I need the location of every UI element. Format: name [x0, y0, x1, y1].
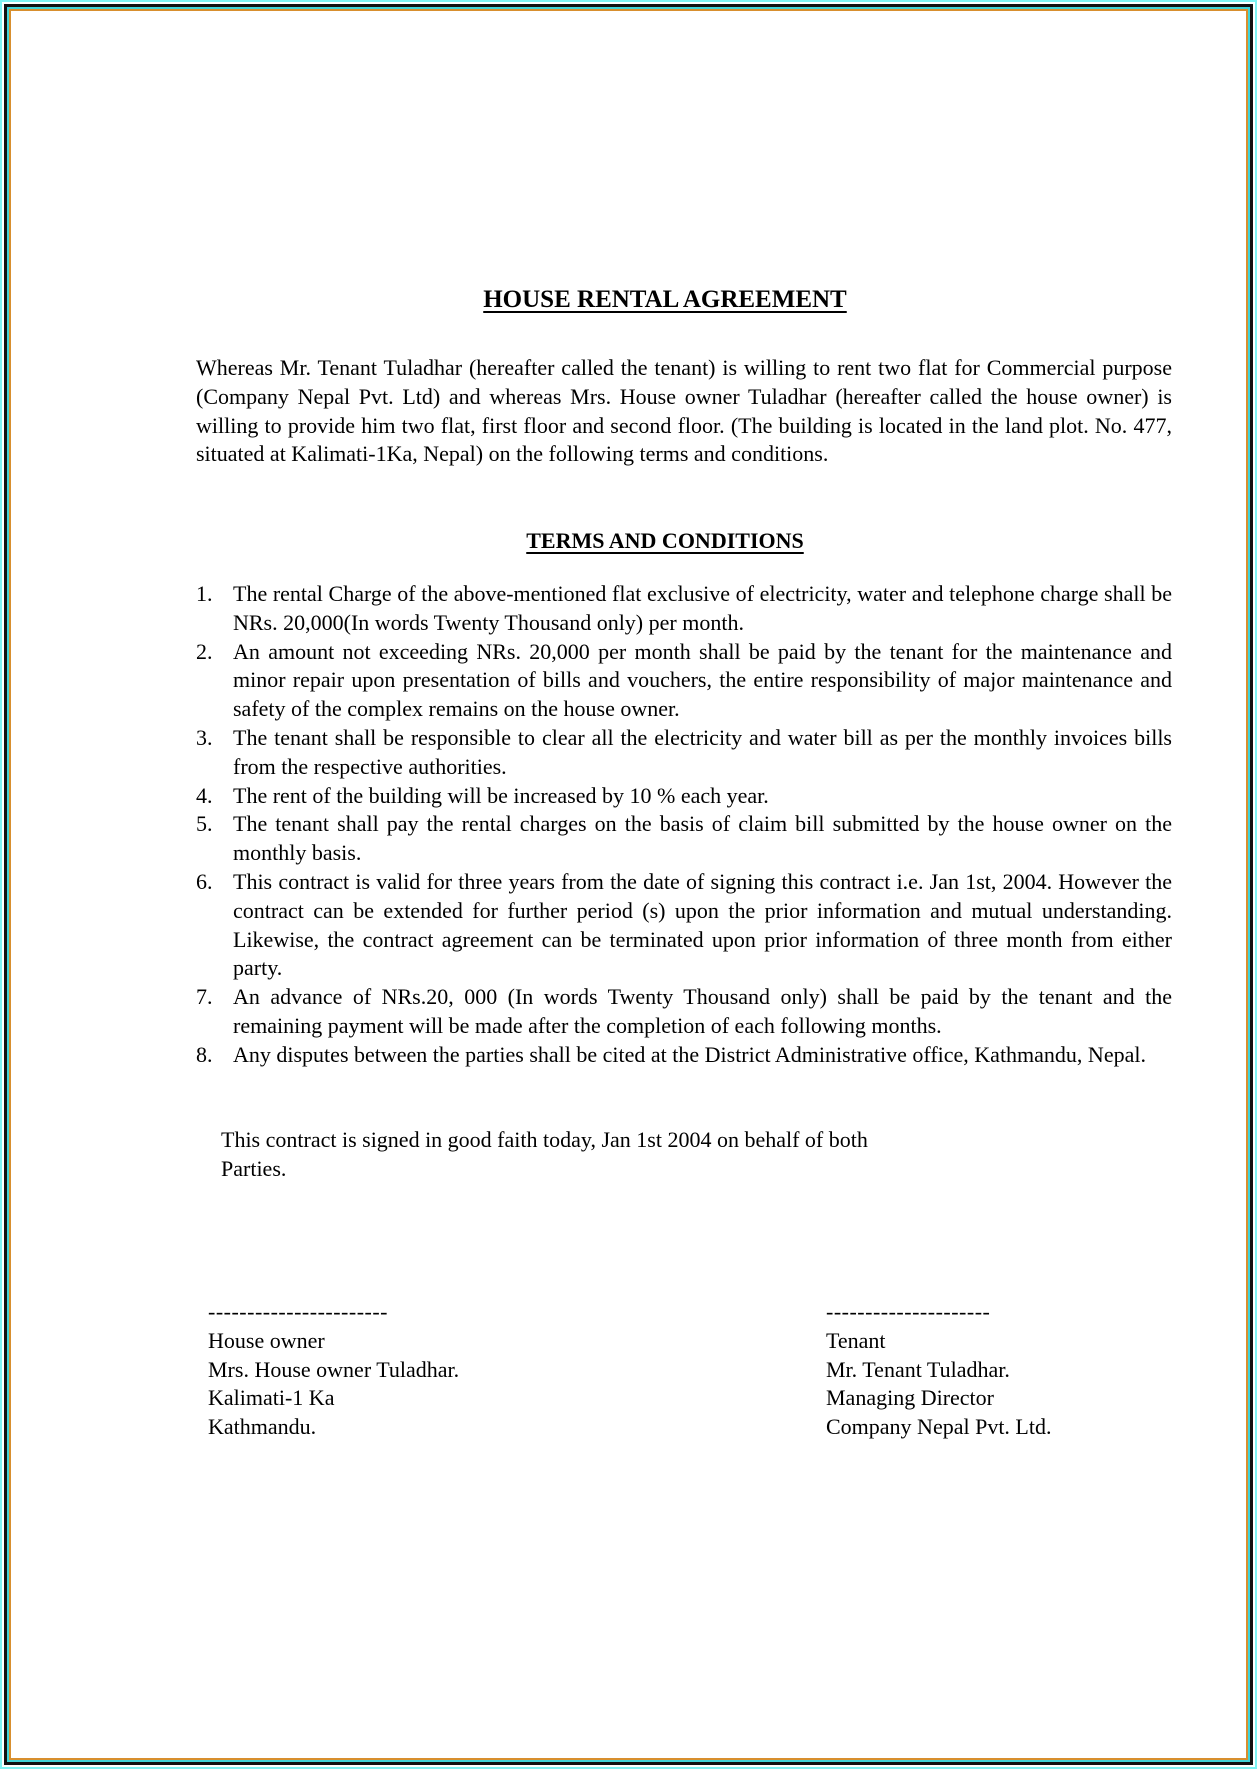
- term-item: [196, 1041, 1172, 1070]
- signatory-role: Tenant: [826, 1327, 886, 1353]
- signature-line: ---------------------: [826, 1299, 991, 1324]
- term-item: [196, 868, 1172, 983]
- term-number: 7.: [196, 984, 213, 1010]
- signature-block-tenant: [826, 1298, 1051, 1442]
- signatory-company: Company Nepal Pvt. Ltd.: [826, 1414, 1052, 1440]
- term-text: The rent of the building will be increased by 10 % each year.: [233, 782, 769, 808]
- term-number: 4.: [196, 782, 213, 808]
- term-item: [196, 983, 1172, 1041]
- term-number: 8.: [196, 1041, 213, 1067]
- term-text: The rental Charge of the above-mentioned flat exclusive of electricity, water and telephone charge shall be NRs. 20,000(In words Twenty Thousand only) per month.: [233, 581, 1172, 635]
- signatory-city: Kathmandu.: [208, 1414, 317, 1440]
- document-title: HOUSE RENTAL AGREEMENT: [483, 286, 847, 313]
- signatory-title: Managing Director: [826, 1385, 994, 1411]
- term-item: [196, 782, 1172, 811]
- term-text: The tenant shall be responsible to clear all the electricity and water bill as per the monthly invoices bills from the respective authorities.: [233, 724, 1172, 779]
- term-number: 5.: [196, 811, 213, 837]
- signature-line: -----------------------: [208, 1299, 389, 1324]
- signatory-name: Mrs. House owner Tuladhar.: [208, 1356, 460, 1382]
- signatory-name: Mr. Tenant Tuladhar.: [826, 1356, 1010, 1382]
- terms-heading: TERMS AND CONDITIONS: [526, 528, 804, 553]
- closing-statement: [221, 1126, 981, 1184]
- term-number: 6.: [196, 868, 213, 894]
- closing-line: This contract is signed in good faith today, Jan 1st 2004 on behalf of both: [221, 1127, 868, 1152]
- term-text: This contract is valid for three years from the date of signing this contract i.e. Jan 1st, 2004. However the contract can be extended for further period (s) upon the prior information and mutual understanding. Likewise, the contract agreement can be terminated upon prior information of three month from either party.: [233, 868, 1172, 981]
- term-item: [196, 580, 1172, 638]
- closing-line: Parties.: [221, 1155, 287, 1181]
- signature-block-house-owner: [208, 1298, 459, 1442]
- term-item: [196, 638, 1172, 724]
- term-item: [196, 810, 1172, 868]
- signatory-address: Kalimati-1 Ka: [208, 1385, 335, 1411]
- term-number: 3.: [196, 724, 213, 750]
- term-text: An advance of NRs.20, 000 (In words Twenty Thousand only) shall be paid by the tenant and the remaining payment will be made after the completion of each following months.: [233, 984, 1172, 1038]
- term-text: Any disputes between the parties shall be cited at the District Administrative office, Kathmandu, Nepal.: [233, 1041, 1146, 1067]
- term-number: 2.: [196, 638, 213, 664]
- term-number: 1.: [196, 581, 213, 606]
- term-text: The tenant shall pay the rental charges on the basis of claim bill submitted by the house owner on the monthly basis.: [233, 811, 1172, 866]
- terms-list: [196, 580, 1172, 1070]
- intro-paragraph: Whereas Mr. Tenant Tuladhar (hereafter called the tenant) is willing to rent two flat for Commercial purpose (Company Nepal Pvt. Ltd) and whereas Mrs. House owner Tuladhar (hereafter called the house owner) is willing to provide him two flat, first floor and second floor. (The building is located in the land plot. No. 477, situated at Kalimati-1Ka, Nepal) on the following terms and conditions.: [196, 355, 1172, 467]
- term-text: An amount not exceeding NRs. 20,000 per month shall be paid by the tenant for the maintenance and minor repair upon presentation of bills and vouchers, the entire responsibility of major maintenance and safety of the complex remains on the house owner.: [233, 638, 1172, 722]
- signatory-role: House owner: [208, 1327, 325, 1353]
- term-item: [196, 724, 1172, 782]
